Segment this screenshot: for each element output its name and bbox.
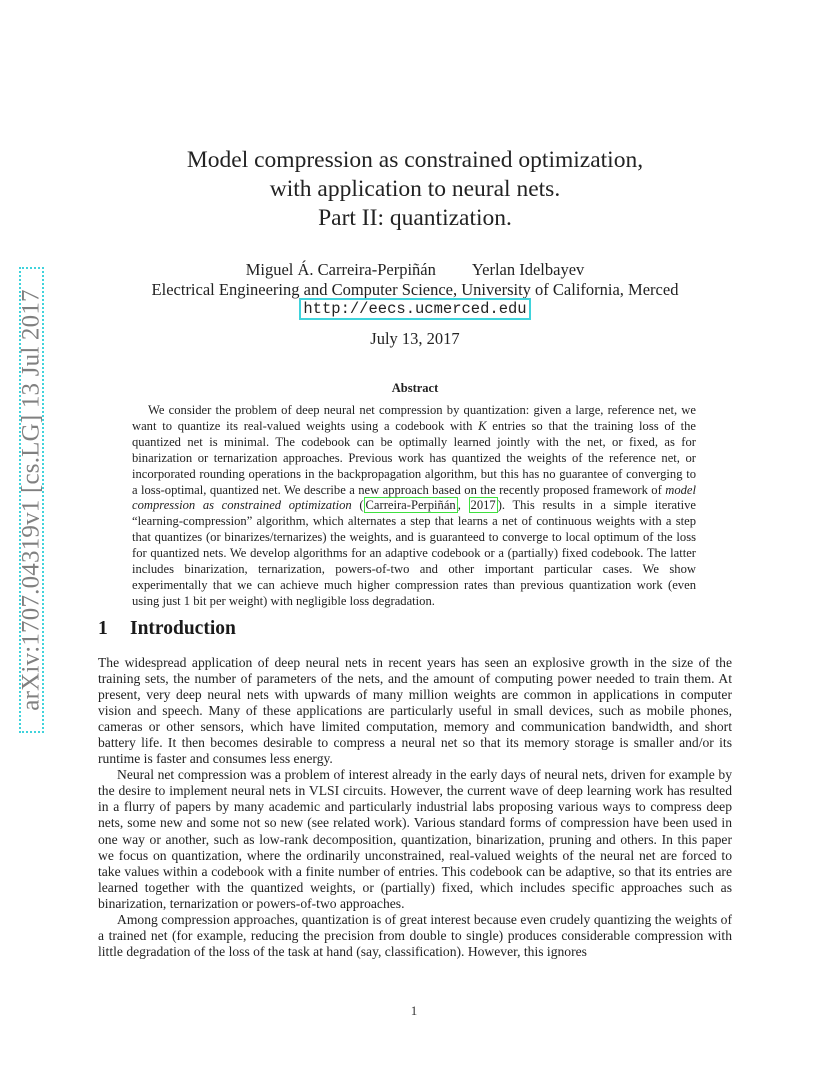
citation-paren: ( bbox=[351, 498, 364, 513]
title-line-3: Part II: quantization. bbox=[318, 205, 512, 231]
paragraph: The widespread application of deep neural nets in recent years has seen an explosive growth in the size of the training sets, the number of parameters of the nets, and the amount of computing power needed to train them. At present, very deep neural nets with upwards of many million weights are common in applications in computer vision and speech. Many of these applications are particularly useful in small devices, such as mobile phones, cameras or other sensors, which have limited computation, memory and communication bandwidth, and short battery life. It then becomes desirable to compress a neural net so that its memory storage is smaller and/or its runtime is faster and consumes less energy. bbox=[98, 655, 732, 767]
variable-k: K bbox=[478, 418, 487, 433]
section-title: Introduction bbox=[130, 618, 236, 639]
affiliation: Electrical Engineering and Computer Science, University of California, Merced bbox=[151, 280, 679, 299]
abstract-text-segment: We consider the problem of deep neural net compression by quantization: given a large, reference net, we want to quantize its real-valued weights using a codebook with bbox=[132, 403, 696, 433]
author-name: Miguel Á. Carreira-Perpiñán bbox=[245, 260, 436, 279]
emphasized-phrase: model compression as constrained optimization bbox=[132, 482, 696, 513]
paper-date: July 13, 2017 bbox=[370, 329, 460, 348]
abstract-heading: Abstract bbox=[391, 381, 439, 395]
author-list bbox=[100, 260, 730, 280]
paragraph: Among compression approaches, quantization is of great interest because even crudely quantizing the weights of a trained net (for example, reducing the precision from double to single) produces considerable compression with little degradation of the loss of the task at hand (say, classification). However, this ignores bbox=[98, 911, 732, 959]
section-heading-introduction bbox=[98, 618, 236, 640]
citation-paren: ). bbox=[497, 498, 506, 513]
abstract-text bbox=[132, 403, 696, 610]
arxiv-identifier-link[interactable] bbox=[19, 267, 44, 733]
citation-year-link[interactable]: 2017 bbox=[470, 498, 496, 513]
introduction-body bbox=[98, 655, 732, 960]
title-line-2: with application to neural nets. bbox=[269, 176, 561, 202]
citation-author-link[interactable]: Carreira-Perpiñán bbox=[365, 498, 456, 513]
abstract-text-segment: This results in a simple iterative “learning-compression” algorithm, which alternates a step that learns a net of continuous weights with a step that quantizes (or binarizes/ternarizes) the weights, and is guaranteed to converge to local optimum of the loss for quantized nets. We develop algorithms for an adaptive codebook or a (partially) fixed codebook. The latter includes binarization, ternarization, powers-of-two and other important particular cases. We show experimentally that we can achieve much higher compression rates than previous quantization work (even using just 1 bit per weight) with negligible loss degradation. bbox=[132, 498, 697, 608]
section-number: 1 bbox=[98, 618, 108, 639]
title-line-1: Model compression as constrained optimization, bbox=[186, 147, 644, 173]
citation-separator: , bbox=[457, 498, 469, 513]
page-number: 1 bbox=[410, 1003, 418, 1018]
author-name: Yerlan Idelbayev bbox=[471, 260, 585, 279]
abstract-text-segment: entries so that the training loss of the quantized net is minimal. The codebook can be optimally learned jointly with the net, or fixed, as for binarization or ternarization approaches. Previous work has quantized the weights of the reference net, or incorporated rounding operations in the backpropagation algorithm, but this has no guarantee of converging to a loss-optimal, quantized net. We describe a new approach based on the recently proposed framework of bbox=[132, 418, 696, 497]
arxiv-identifier-text: arXiv:1707.04319v1 [cs.LG] 13 Jul 2017 bbox=[17, 289, 45, 711]
paper-title bbox=[100, 146, 730, 233]
paragraph: Neural net compression was a problem of interest already in the early days of neural nets, driven for example by the desire to implement neural nets in VLSI circuits. However, the current wave of deep learning work has resulted in a flurry of papers by many academic and particularly industrial labs proposing various ways to compress deep nets, some new and some not so new (see related work). Various standard forms of compression have been used in one way or another, such as low-rank decomposition, quantization, binarization, pruning and others. In this paper we focus on quantization, where the ordinarily unconstrained, real-valued weights of the neural net are forced to take values within a codebook with a finite number of entries. This codebook can be adaptive, so that its entries are learned together with the quantized weights, or (partially) fixed, which includes specific approaches such as binarization, ternarization or powers-of-two approaches. bbox=[98, 767, 732, 911]
university-url-link[interactable]: http://eecs.ucmerced.edu bbox=[299, 298, 530, 320]
